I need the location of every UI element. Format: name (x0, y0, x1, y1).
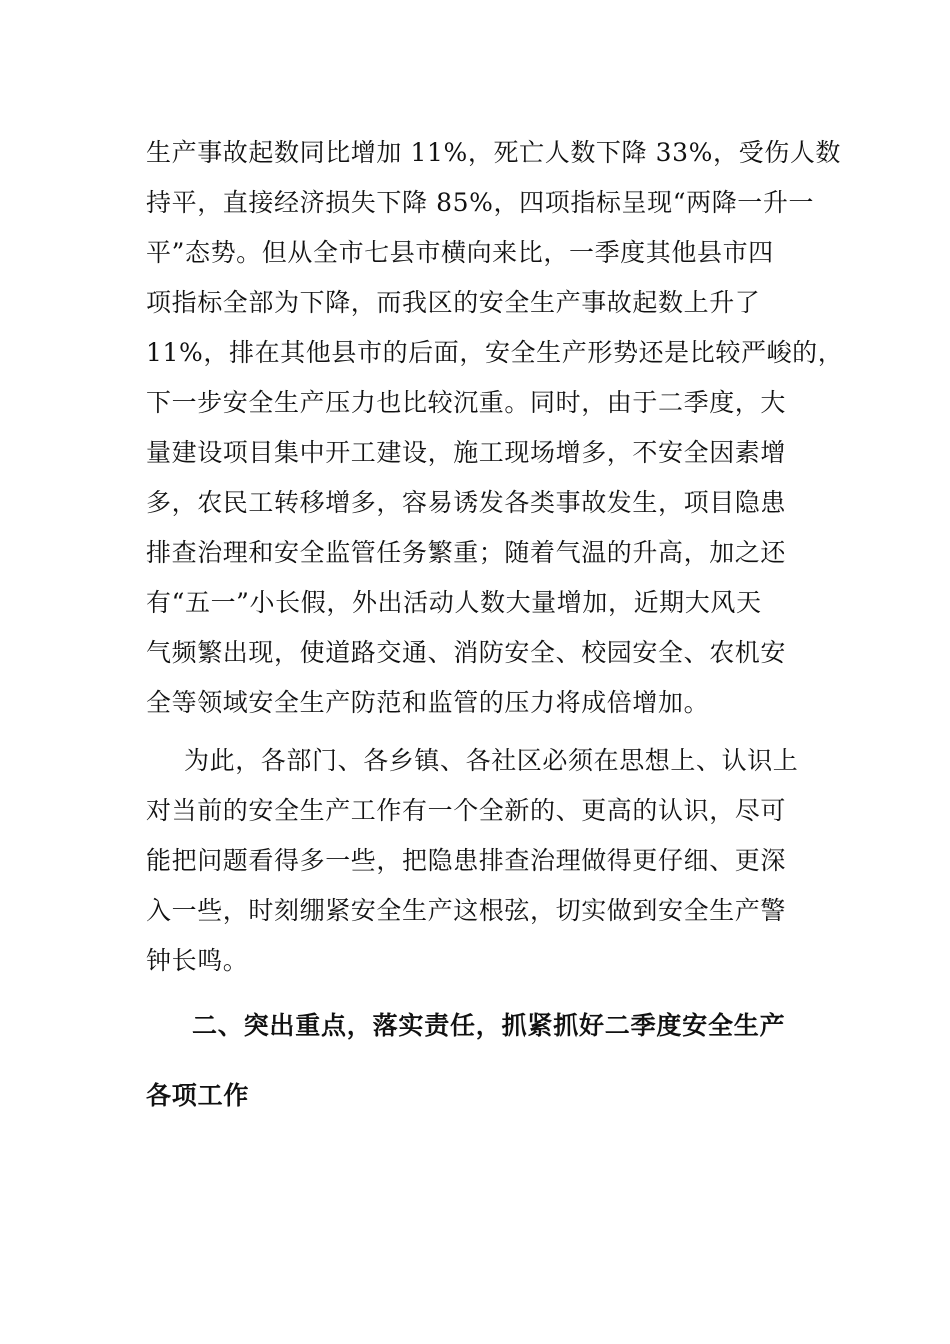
paragraph-1-line-12: 全等领域安全生产防范和监管的压力将成倍增加。 (146, 688, 710, 717)
paragraph-1-line-10: 有“五一”小长假，外出活动人数大量增加，近期大风天 (146, 588, 762, 617)
paragraph-1-line-9: 排查治理和安全监管任务繁重；随着气温的升高，加之还 (146, 538, 787, 567)
paragraph-1-line-6: 下一步安全生产压力也比较沉重。同时，由于二季度，大 (146, 388, 787, 417)
paragraph-2-line-4: 入一些，时刻绷紧安全生产这根弦，切实做到安全生产警 (146, 896, 787, 925)
paragraph-2-line-5: 钟长鸣。 (146, 946, 249, 975)
paragraph-2-line-1: 为此，各部门、各乡镇、各社区必须在思想上、认识上 (184, 746, 799, 775)
section-heading-line-2: 各项工作 (146, 1081, 250, 1110)
paragraph-1-line-11: 气频繁出现，使道路交通、消防安全、校园安全、农机安 (146, 638, 787, 667)
paragraph-1-line-1: 生产事故起数同比增加 11%，死亡人数下降 33%，受伤人数 (146, 138, 842, 167)
paragraph-1-line-7: 量建设项目集中开工建设，施工现场增多，不安全因素增 (146, 438, 787, 467)
paragraph-1-line-4: 项指标全部为下降，而我区的安全生产事故起数上升了 (146, 288, 761, 317)
section-heading-line-1: 二、突出重点，落实责任，抓紧抓好二季度安全生产 (192, 1011, 786, 1040)
paragraph-2-line-3: 能把问题看得多一些，把隐患排查治理做得更仔细、更深 (146, 846, 787, 875)
paragraph-1-line-8: 多，农民工转移增多，容易诱发各类事故发生，项目隐患 (146, 488, 787, 517)
paragraph-2-line-2: 对当前的安全生产工作有一个全新的、更高的认识，尽可 (146, 796, 787, 825)
paragraph-1-line-2: 持平，直接经济损失下降 85%，四项指标呈现“两降一升一 (146, 188, 815, 217)
paragraph-1-line-3: 平”态势。但从全市七县市横向来比，一季度其他县市四 (146, 238, 774, 267)
paragraph-1-line-5: 11%，排在其他县市的后面，安全生产形势还是比较严峻的， (146, 338, 844, 367)
